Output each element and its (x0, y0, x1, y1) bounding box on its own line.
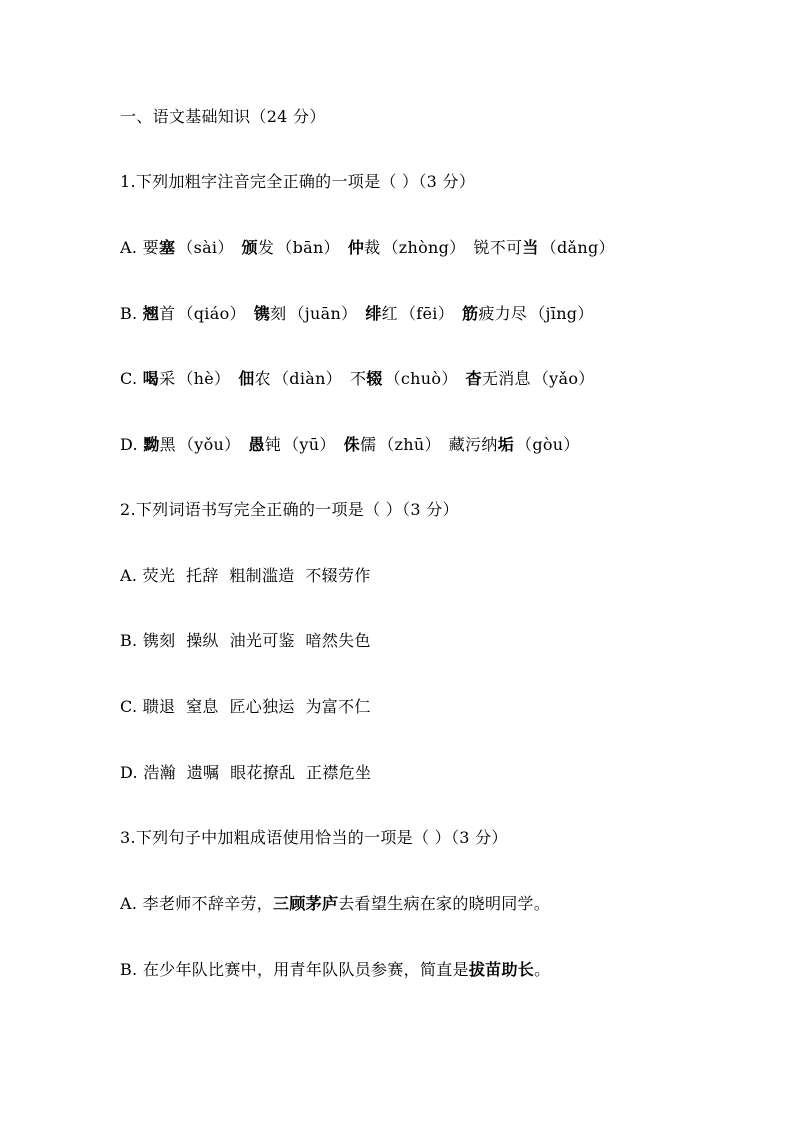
option-label: A. (120, 238, 143, 257)
option-label: C. (120, 369, 143, 388)
question-1-option-b (120, 304, 602, 324)
bold-char: 愚 (248, 435, 265, 454)
pinyin: （qiáo） (177, 304, 246, 323)
option-label: A. (120, 894, 143, 913)
option-text-pre: 李老师不辞辛劳， (142, 894, 274, 913)
pinyin: （yū） (283, 435, 336, 454)
question-1-option-c (120, 369, 603, 389)
option-word: 要塞 （sài） (142, 238, 234, 257)
option-word: 颁发 （bān） (241, 238, 340, 257)
pinyin: （chuò） (384, 369, 458, 388)
pinyin: （diàn） (272, 369, 342, 388)
question-2-option-b (120, 631, 371, 651)
bold-char: 喝 (142, 369, 160, 388)
bold-char: 仲 (347, 238, 365, 257)
question-2-prompt: 2.下列词语书写完全正确的一项是（ ）（3 分） (120, 500, 459, 519)
option-text-post: 。 (534, 960, 551, 979)
option-word: 仲裁 （zhòng） (347, 238, 466, 257)
pinyin: （yǒu） (177, 435, 241, 454)
pinyin: （dǎng） (540, 238, 615, 257)
bold-char: 颁 (241, 238, 258, 257)
option-word: 黝黑 （yǒu） (143, 435, 241, 454)
question-1-prompt: 1.下列加粗字注音完全正确的一项是（ ）（3 分） (120, 172, 476, 191)
option-label: B. (120, 304, 143, 323)
option-label: D. (120, 435, 144, 454)
option-text: 荧光 托辞 粗制滥造 不辍劳作 (142, 566, 371, 585)
option-word: 喝采 （hè） (142, 369, 231, 388)
option-text: 浩瀚 遗嘱 眼花撩乱 正襟危坐 (143, 763, 372, 782)
pinyin: （hè） (177, 369, 231, 388)
option-text: 聩退 窒息 匠心独运 为富不仁 (142, 697, 371, 716)
option-label: A. (120, 566, 143, 585)
option-word: 锐不可当 （dǎng） (473, 238, 615, 257)
option-label: D. (120, 763, 144, 782)
pinyin: （fēi） (399, 304, 454, 323)
bold-char: 辍 (366, 369, 383, 388)
question-1-option-d (120, 435, 588, 455)
bold-char: 黝 (143, 435, 160, 454)
question-3-option-b (120, 960, 550, 980)
option-word: 藏污纳垢 （gòu） (448, 435, 580, 454)
bold-char: 垢 (497, 435, 515, 454)
option-word: 翘首 （qiáo） (142, 304, 246, 323)
bold-idiom: 拔苗助长 (468, 960, 535, 979)
option-word: 不辍 （chuò） (350, 369, 458, 388)
pinyin: （juān） (288, 304, 358, 323)
option-word: 杳无消息 （yǎo） (465, 369, 595, 388)
question-2-option-d (120, 763, 371, 783)
bold-char: 筋 (462, 304, 479, 323)
question-3-option-a (120, 894, 550, 914)
option-word: 绯红 （fēi） (365, 304, 454, 323)
option-word: 筋疲力尽 （jīng） (462, 304, 594, 323)
pinyin: （yǎo） (532, 369, 595, 388)
question-2-option-a (120, 566, 371, 586)
pinyin: （zhòng） (382, 238, 466, 257)
bold-char: 杳 (465, 369, 482, 388)
bold-char: 佃 (238, 369, 255, 388)
bold-char: 镌 (253, 304, 271, 323)
option-text-pre: 在少年队比赛中，用青年队队员参赛，简直是 (142, 960, 469, 979)
question-2-option-c (120, 697, 371, 717)
question-3-prompt: 3.下列句子中加粗成语使用恰当的一项是（ ）（3 分） (120, 828, 508, 847)
option-word: 侏儒 （zhū） (343, 435, 441, 454)
option-label: C. (120, 697, 143, 716)
option-word: 镌刻 （juān） (253, 304, 358, 323)
pinyin: （sài） (177, 238, 234, 257)
pinyin: （jīng） (529, 304, 594, 323)
bold-char: 侏 (343, 435, 360, 454)
pinyin: （gòu） (516, 435, 580, 454)
option-text-post: 去看望生病在家的晓明同学。 (338, 894, 551, 913)
option-label: B. (120, 960, 143, 979)
option-word: 佃农 （diàn） (238, 369, 342, 388)
pinyin: （zhū） (378, 435, 441, 454)
bold-char: 绯 (365, 304, 382, 323)
option-word: 愚钝 （yū） (248, 435, 336, 454)
option-label: B. (120, 631, 143, 650)
bold-char: 翘 (142, 304, 160, 323)
bold-char: 塞 (158, 238, 176, 257)
pinyin: （bān） (276, 238, 340, 257)
option-text: 镌刻 操纵 油光可鉴 喑然失色 (142, 631, 371, 650)
question-1-option-a (120, 238, 623, 258)
section-heading: 一、语文基础知识（24 分） (120, 107, 326, 126)
bold-char: 当 (522, 238, 539, 257)
bold-idiom: 三顾茅庐 (273, 894, 339, 913)
